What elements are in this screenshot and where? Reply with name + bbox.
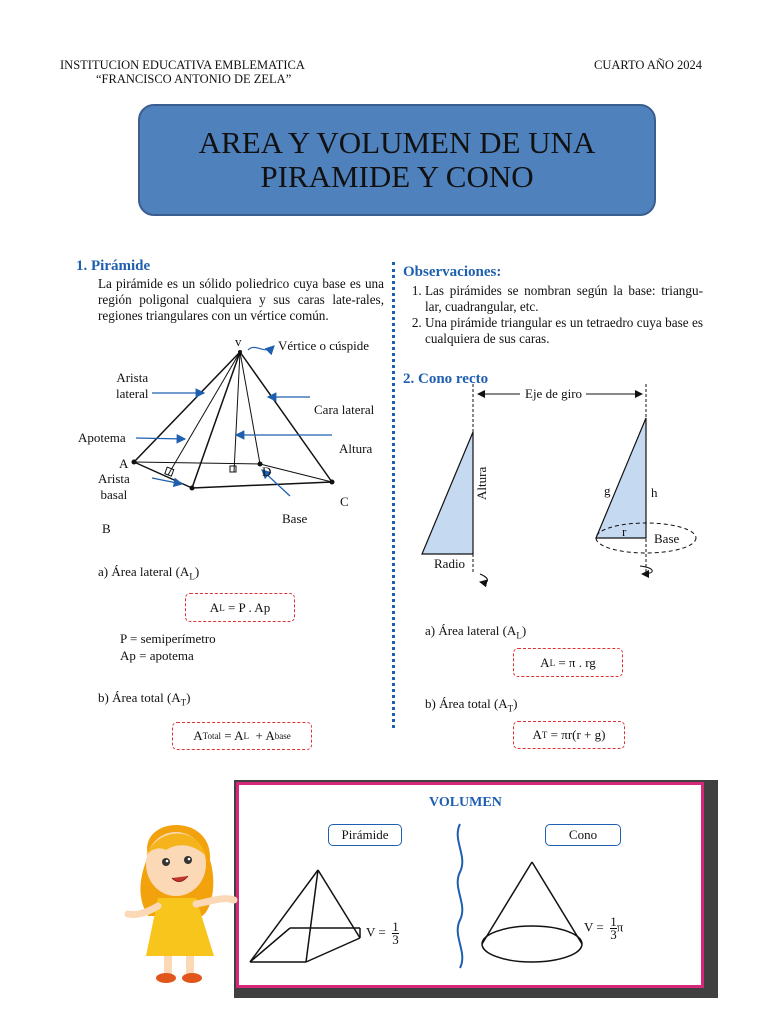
section-piramide-heading: 1. Pirámide <box>76 258 151 274</box>
label-cono-altura: Altura <box>474 466 489 500</box>
label-h: h <box>651 485 658 500</box>
observacion-item: 2. Una pirámide triangular es un tetraedro cuya base es cualquiera de sus caras. <box>425 315 703 347</box>
label-a: A <box>119 456 129 471</box>
formula-piramide-area-total: A Total = A L + A base <box>172 722 312 750</box>
label-cara-lateral: Cara lateral <box>314 402 375 417</box>
label-r: r <box>622 524 627 539</box>
label-base: Base <box>282 511 308 526</box>
volumen-piramide-formula: V = $\frac{1}{3}$ <box>366 919 399 947</box>
label-b: B <box>102 521 111 536</box>
label-eje-de-giro: Eje de giro <box>525 386 583 401</box>
label-d: D <box>262 464 272 479</box>
cono-area-total-label: b) Área total $(A_T)$ <box>425 696 518 714</box>
piramide-description: La pirámide es un sólido poliedrico cuya base es una región poligonal cualquiera y sus caras late-rales, regiones triangulares con un vértice común. <box>98 276 384 323</box>
grade-year: CUARTO AÑO 2024 <box>594 58 703 72</box>
label-arista-basal: Arista basal <box>98 471 130 502</box>
volumen-title: VOLUMEN <box>429 795 502 810</box>
formula-piramide-area-lateral: A L = P . Ap <box>185 593 295 622</box>
volumen-figures <box>240 820 700 980</box>
label-apotema: Apotema <box>78 430 126 445</box>
label-altura: Altura <box>339 441 373 456</box>
section-cono-heading: 2. Cono recto <box>403 371 489 387</box>
label-vertice: Vértice o cúspide <box>278 338 369 353</box>
observaciones-heading: Observaciones: <box>403 264 502 280</box>
volumen-cono-formula: V = $\frac{1}{3}$ π <box>584 914 624 942</box>
piramide-area-lateral-label: a) Área lateral $(A_L)$ <box>98 564 200 582</box>
label-cono-base: Base <box>654 531 680 546</box>
observaciones-list <box>403 283 703 347</box>
observacion-item: 1. Las pirámides se nombran según la base: triangu- lar, cuadrangular, etc. <box>425 283 703 315</box>
page-title: AREA Y VOLUMEN DE UNA PIRAMIDE Y CONO <box>138 104 656 216</box>
label-g: g <box>604 483 611 498</box>
formula-cono-area-lateral: A L = π . rg <box>513 648 623 677</box>
label-arista-lateral: Arista lateral <box>116 370 149 401</box>
piramide-notes: P = semiperímetro Ap = apotema <box>120 631 216 663</box>
school-name: INSTITUCION EDUCATIVA EMBLEMATICA “FRANCISCO ANTONIO DE ZELA” <box>60 58 305 86</box>
cono-area-lateral-label: a) Área lateral $(A_L)$ <box>425 623 527 641</box>
column-divider <box>392 262 395 728</box>
volumen-piramide-label: Pirámide <box>328 824 402 846</box>
piramide-area-total-label: b) Área total $(A_T)$ <box>98 690 191 708</box>
formula-cono-area-total: A T = πr(r + g) <box>513 721 625 749</box>
cartoon-girl-illustration <box>118 816 242 988</box>
volumen-cono-label: Cono <box>545 824 621 846</box>
label-radio: Radio <box>434 556 466 571</box>
label-c: C <box>340 494 349 509</box>
label-v: v <box>235 334 242 349</box>
